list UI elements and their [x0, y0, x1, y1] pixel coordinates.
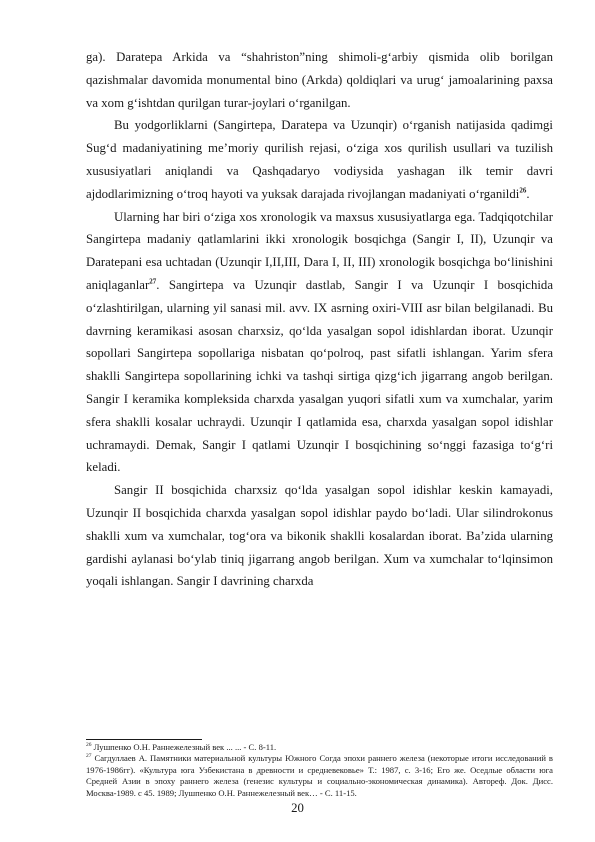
page-number: 20 [291, 801, 304, 815]
paragraph-3-text-a: Ularning har biri o‘ziga xos xronologik va maxsus xususiyatlarga ega. Tadqiqotchilar Sangirtepa madaniy qatlamlarini ikki xronologik bosqichga (Sangir I, II), Uzunqir va Daratepani esa uchtadan (Uzunqir I,II,III, Dara I, II, III) xronologik bosqichga bo‘linishini aniqlaganlar [86, 209, 553, 292]
footnote-text: Сагдуллаев А. Памятники материальной культуры Южного Согда эпохи раннего железа (некоторые итоги исследований в 1976-1986гг). «Культура юга Узбекистана в древности и средневековье» Т.: 1987, с. 3-16; Его же. Оседлые области юга Средней Азии в эпоху раннего железа (генезис культуры и социально-экономическая динамика). Автореф. Док. Дисс. Москва-1989. с 45. 1989; Лушпенко О.Н. Раннежелезный век… - С. 11-15. [86, 753, 553, 798]
footnote-number: 27 [86, 753, 92, 760]
footnote-ref-26[interactable]: 26 [519, 186, 527, 195]
footnote-ref-27[interactable]: 27 [149, 277, 157, 286]
paragraph-3 [86, 206, 553, 480]
paragraph-4-text: Sangir II bosqichida charxsiz qo‘lda yasalgan sopol idishlar keskin kamayadi, Uzunqir II bosqichida charxda yasalgan sopol idishlar paydo bo‘ladi. Ular silindrokonus shaklli xum va xumchalar, tog‘ora va bikonik shaklli kosalardan iborat. Ba’zida ularning gardishi aylanasi bo‘ylab tiniq jigarrang angob berilgan. Xum va xumchalar to‘lqinsimon yoqali ishlangan. Sangir I davrining charxda [86, 483, 553, 589]
footnotes [86, 742, 553, 799]
paragraph-2 [86, 114, 553, 205]
footnote-number: 26 [86, 742, 92, 749]
footnote-separator [86, 739, 202, 740]
paragraph-2-end: . [526, 186, 530, 201]
body-text [86, 46, 553, 593]
footnote-text: Лушпенко О.Н. Раннежелезный век ... ... - С. 8-11. [93, 742, 277, 752]
paragraph-4 [86, 479, 553, 593]
paragraph-2-text: Bu yodgorliklarni (Sangirtepa, Daratepa va Uzunqir) o‘rganish natijasida qadimgi Sug‘d madaniyatining me’moriy qurilish rejasi, o‘ziga xos qurilish usullari va tuzilish xususiyatlari aniqlandi va Qashqadaryo vodiysida yashagan ilk temir davri ajdodlarimizning o‘troq hayoti va yuksak darajada rivojlangan madaniyati o‘rganildi [86, 118, 553, 201]
paragraph-1-text: ga). Daratepa Arkida va “shahriston”ning shimoli-g‘arbiy qismida olib borilgan qazishmalar davomida monumental bino (Arkda) qoldiqlari va urug‘ jamoalarining paxsa va xom g‘ishtdan qurilgan turar-joylari o‘rganilgan. [86, 50, 553, 110]
footnote-27 [86, 753, 553, 799]
paragraph-3-text-b: . Sangirtepa va Uzunqir dastlab, Sangir I va Uzunqir I bosqichida o‘zlashtirilgan, ularning yil sanasi mil. avv. IX asrning oxiri-VIII asr bilan belgilanadi. Bu davrning keramikasi asosan charxsiz, qo‘lda yasalgan sopol idishlardan iborat. Uzunqir sopollari Sangirtepa sopollariga nisbatan qo‘polroq, past sifatli ishlangan. Yarim sfera shaklli Sangirtepa sopollarining ichki va tashqi sirtiga qizg‘ich jigarrang angob berilgan. Sangir I keramika kompleksida charxda yasalgan yuqori sifatli xum va xumchalar, yarim sfera shaklli kosalar uchraydi. Uzunqir I qatlamida esa, charxda yasalgan sopol idishlar uchramaydi. Demak, Sangir I qatlami Uzunqir I bosqichining so‘nggi fazasiga to‘g‘ri keladi. [86, 277, 553, 475]
footnote-26 [86, 742, 553, 753]
paragraph-1 [86, 46, 553, 114]
